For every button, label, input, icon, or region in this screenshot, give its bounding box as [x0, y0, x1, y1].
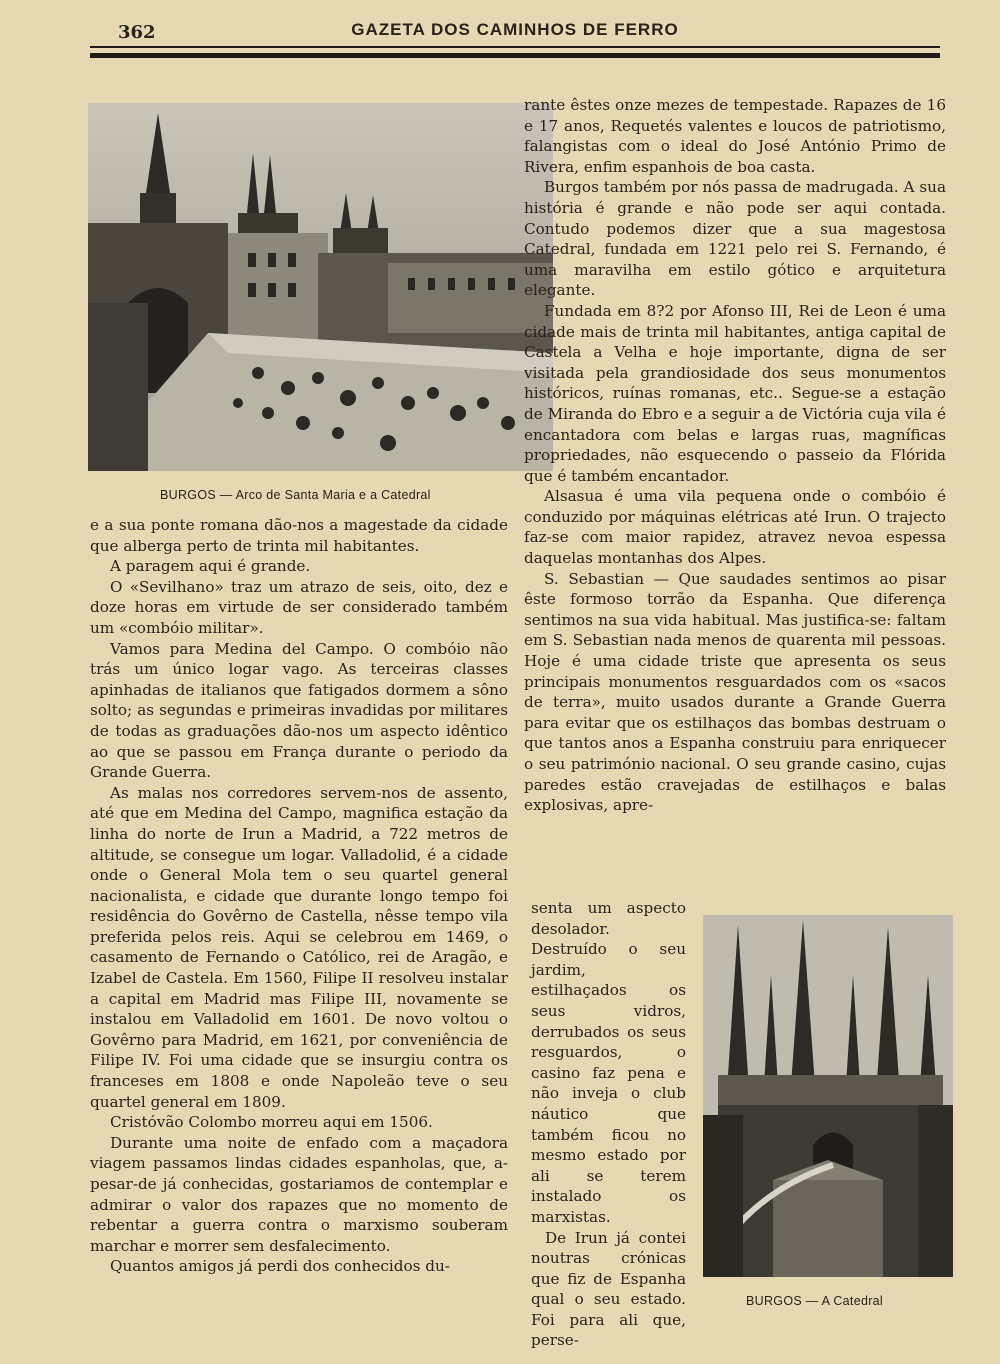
running-title: GAZETA DOS CAMINHOS DE FERRO [351, 20, 679, 39]
paragraph: De Irun já contei noutras crónicas que fiz de Espanha qual o seu estado. Foi para ali que, perse- [531, 1228, 686, 1350]
paragraph: O «Sevilhano» traz um atrazo de seis, oito, dez e doze horas em virtude de ser considerado também um «combóio militar». [90, 577, 508, 637]
left-column [90, 515, 508, 1277]
paragraph: rante êstes onze mezes de tempestade. Rapazes de 16 e 17 anos, Requetés valentes e loucos de patriotismo, falangistas com o ideal do José António Primo de Rivera, enfim espanhois de boa casta. [524, 96, 946, 176]
page-number: 362 [118, 22, 156, 43]
paragraph: S. Sebastian — Que saudades sentimos ao pisar êste formoso torrão da Espanha. Que diferença sentimos na sua vida habitual. Mas justifica-se: faltam em S. Sebastian nada menos de quarenta mil pessoas. Hoje é uma cidade triste que apresenta os seus principais monumentos resguardados com os «sacos de terra», muito usados durante a Grande Guerra para evitar que os estilhaços das bombas destruam o que tantos anos a Espanha construiu para enriquecer o seu património nacional. O seu grande casino, cujas paredes estão cravejadas de estilhaços e balas explosivas, apre- [524, 569, 946, 815]
paragraph: Quantos amigos já perdi dos conhecidos du- [110, 1257, 450, 1276]
paragraph: e a sua ponte romana dão-nos a magestade da cidade que alberga perto de trinta mil habitantes. [90, 516, 508, 555]
page-header [90, 14, 940, 64]
photo-burgos-arco-image [88, 103, 553, 471]
paragraph: senta um aspecto desolador. Destruído o seu jardim, estilhaçados os seus vidros, derrubados os seus resguardos, o casino faz pena e não inveja o club náutico que também ficou no mesmo estado por ali se terem instalado os marxistas. [531, 899, 686, 1226]
photo-burgos-arco [88, 103, 553, 471]
paragraph: Durante uma noite de enfado com a maçadora viagem passamos lindas cidades espanholas, que, a-pesar-de já conhecidas, gostariamos de contemplar e admirar o valor dos rapazes que no momento de rebentar a guerra contra o marxismo souberam marchar e morrer sem desfalecimento. [90, 1133, 508, 1255]
header-rule [90, 46, 940, 48]
paragraph: A paragem aqui é grande. [110, 557, 311, 576]
paragraph: As malas nos corredores servem-nos de assento, até que em Medina del Campo, magnifica estação da linha do norte de Irun a Madrid, a 722 metros de altitude, se consegue um logar. Valladolid, é a cidade onde o General Mola tem o seu quartel general nacionalista, e cidade que durante longo tempo foi residência do Govêrno de Castella, nêsse tempo vila preferida pelos reis. Aqui se celebrou em 1469, o casamento de Fernando o Católico, rei de Aragão, e Izabel de Castela. Em 1560, Filipe II resolveu instalar a capital em Madrid mas Filipe III, novamente se instalou em Valladolid em 1601. De novo voltou o Govêrno para Madrid, em 1621, por conveniência de Filipe IV. Foi uma cidade que se insurgiu contra os franceses em 1808 e onde Napoleão teve o seu quartel general em 1809. [90, 783, 508, 1111]
paragraph: Fundada em 8?2 por Afonso III, Rei de Leon é uma cidade mais de trinta mil habitantes, antiga capital de Castela a Velha e hoje importante, digna de ser visitada pela grandiosidade dos seus monumentos históricos, ruínas romanas, etc.. Segue-se a estação de Miranda do Ebro e a seguir a de Victória cuja vila é encantadora com belas e largas ruas, magníficas propriedades, não esquecendo o passeio da Flórida que é também encantador. [524, 301, 946, 485]
caption-bottom-photo: BURGOS — A Catedral [746, 1294, 883, 1308]
paragraph: Vamos para Medina del Campo. O combóio não trás um único logar vago. As terceiras classes apinhadas de italianos que fatigados dormem a sôno solto; as segundas e primeiras invadidas por militares de todas as graduações dão-nos um aspecto idêntico ao que se passou em França durante o periodo da Grande Guerra. [90, 639, 508, 782]
photo-burgos-catedral [703, 915, 953, 1277]
right-narrow-column [531, 898, 686, 1351]
right-column [524, 95, 946, 816]
paragraph: Alsasua é uma vila pequena onde o combóio é conduzido por máquinas elétricas até Irun. O trajecto faz-se com maior rapidez, atravez nevoa espessa daquelas montanhas dos Alpes. [524, 487, 946, 568]
header-rule-thick [90, 53, 940, 58]
photo-burgos-catedral-image [703, 915, 953, 1277]
paragraph: Cristóvão Colombo morreu aqui em 1506. [110, 1113, 433, 1132]
paragraph: Burgos também por nós passa de madrugada. A sua história é grande e não pode ser aqui contada. Contudo podemos dizer que a sua magestosa Catedral, fundada em 1221 pelo rei S. Fernando, é uma maravilha em estilo gótico e arquitetura elegante. [524, 178, 946, 300]
caption-top-photo: BURGOS — Arco de Santa Maria e a Catedral [160, 488, 431, 502]
